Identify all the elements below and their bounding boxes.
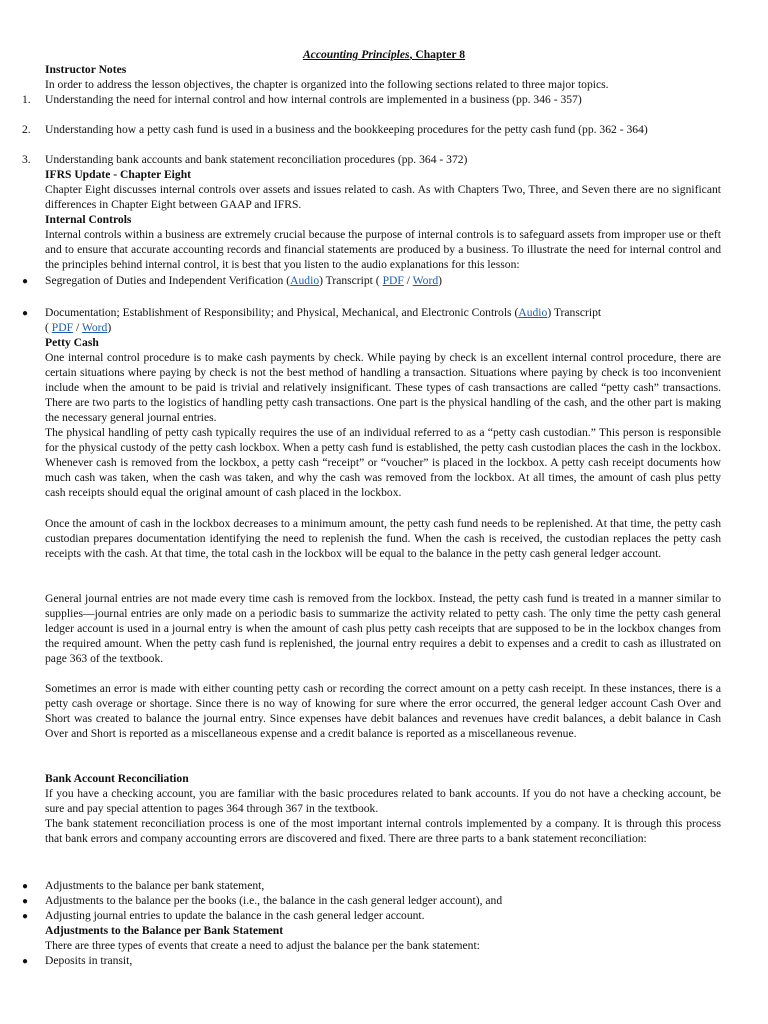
petty-cash-paragraph: Sometimes an error is made with either counting petty cash or recording the correct amount on a petty cash receipt. In these instances, there is a petty cash overage or shortage. Since there is no way of knowing for sure where the error occurred, the general ledger account Cash Over and Short was created to balance the journal entry. Since expenses have debit balances and revenues have credit balances, a debit balance in Cash Over and Short is reported as a miscellaneous expense and a credit balance is reported as a miscellaneous revenue. xyxy=(45,682,721,740)
chapter-label: , Chapter 8 xyxy=(409,48,466,61)
page-title xyxy=(0,47,768,62)
list-item: Adjustments to the balance per bank statement, xyxy=(45,879,265,892)
word-link[interactable]: Word xyxy=(412,274,439,287)
bullet-icon: ● xyxy=(22,881,29,892)
petty-cash-paragraph: The physical handling of petty cash typically requires the use of an individual referred to as a “petty cash custodian.” This person is responsible for the physical custody of the petty cash lockbox. When a petty cash fund is established, the petty cash custodian places the cash in the lockbox. Whenever cash is removed from the lockbox, a petty cash “receipt” or “voucher” is placed in the lockbox. A petty cash receipt documents how much cash was taken, when the cash was taken, and why the cash was removed from the lockbox. At all times, the amount of cash plus petty cash receipts should equal the original amount of cash placed in the lockbox. xyxy=(45,426,721,499)
pdf-link[interactable]: PDF xyxy=(51,321,74,334)
list-item: Deposits in transit, xyxy=(45,954,133,967)
list-item-documentation: Documentation; Establishment of Responsibility; and Physical, Mechanical, and Electronic Controls (Audio) Transcript ( PDF / Word) xyxy=(45,306,602,334)
bullet-icon: ● xyxy=(22,911,29,922)
audio-link[interactable]: Audio xyxy=(518,306,548,319)
petty-cash-heading: Petty Cash xyxy=(45,336,99,349)
pdf-link[interactable]: PDF xyxy=(382,274,404,287)
bullet-icon: ● xyxy=(22,956,29,967)
bullet-icon: ● xyxy=(22,276,29,287)
list-item: Adjusting journal entries to update the balance in the cash general ledger account. xyxy=(45,909,425,922)
bank-reconciliation-paragraph: The bank statement reconciliation process is one of the most important internal controls implemented by a company. It is through this process that bank errors and company accounting errors are discovered and fixed. There are three parts to a bank statement reconciliation: xyxy=(45,817,721,845)
bullet-icon: ● xyxy=(22,896,29,907)
list-item: Adjustments to the balance per the books (i.e., the balance in the cash general ledger account), and xyxy=(45,894,503,907)
instructor-notes-heading: Instructor Notes xyxy=(45,63,127,76)
petty-cash-paragraph: General journal entries are not made every time cash is removed from the lockbox. Instead, the petty cash fund is treated in a manner similar to supplies—journal entries are only made on a periodic basis to summarize the activity related to petty cash. The only time the petty cash general ledger account is used in a journal entry is when the amount of cash plus petty cash receipts that are supposed to be in the lockbox changes from the required amount. When the petty cash fund is replenished, the journal entry requires a debit to expenses and a credit to cash as illustrated on page 363 of the textbook. xyxy=(45,592,721,665)
adjustments-heading: Adjustments to the Balance per Bank Statement xyxy=(45,924,284,937)
petty-cash-paragraph: One internal control procedure is to make cash payments by check. While paying by check is an excellent internal control procedure, there are certain situations where paying by check is not the best method of handling a transaction. Situations where paying by check is too inconvenient include when the amount to be paid is trivial and relatively insignificant. These types of cash transactions are called “petty cash” transactions. There are two parts to the logistics of handling petty cash transactions. One part is the physical handling of the cash, and the other part is making the necessary general journal entries. xyxy=(45,351,721,424)
bank-reconciliation-paragraph: If you have a checking account, you are familiar with the basic procedures related to bank accounts. If you do not have a checking account, be sure and pay special attention to pages 364 through 367 in the textbook. xyxy=(45,787,721,815)
ifrs-body: Chapter Eight discusses internal controls over assets and issues related to cash. As with Chapters Two, Three, and Seven there are no significant differences in Chapter Eight between GAAP and IFRS. xyxy=(45,183,721,211)
audio-link[interactable]: Audio xyxy=(290,274,320,287)
topic-number: 3. xyxy=(22,153,31,166)
word-link[interactable]: Word xyxy=(81,321,108,334)
petty-cash-paragraph: Once the amount of cash in the lockbox decreases to a minimum amount, the petty cash fund needs to be replenished. At that time, the petty cash custodian prepares documentation identifying the need to replenish the fund. When the cash is received, the custodian replaces the petty cash receipts with the cash. At that time, the total cash in the lockbox will be equal to the balance in the petty cash general ledger account. xyxy=(45,517,721,560)
adjustments-intro: There are three types of events that create a need to adjust the balance per the bank statement: xyxy=(45,939,480,952)
topic-number: 1. xyxy=(22,93,31,106)
book-title: Accounting Principles xyxy=(302,48,410,61)
internal-controls-heading: Internal Controls xyxy=(45,213,132,226)
ifrs-heading: IFRS Update - Chapter Eight xyxy=(45,168,192,181)
topic-item: Understanding the need for internal control and how internal controls are implemented in a business (pp. 346 - 357) xyxy=(45,93,582,106)
topic-item: Understanding bank accounts and bank statement reconciliation procedures (pp. 364 - 372) xyxy=(45,153,468,166)
list-item-segregation: Segregation of Duties and Independent Verification (Audio) Transcript ( PDF / Word) xyxy=(45,274,442,287)
topic-number: 2. xyxy=(22,123,31,136)
bank-reconciliation-heading: Bank Account Reconciliation xyxy=(45,772,189,785)
bullet-icon: ● xyxy=(22,308,29,319)
topic-item: Understanding how a petty cash fund is used in a business and the bookkeeping procedures for the petty cash fund (pp. 362 - 364) xyxy=(45,123,648,136)
instructor-notes-intro: In order to address the lesson objectives, the chapter is organized into the following sections related to three major topics. xyxy=(45,78,609,91)
internal-controls-body: Internal controls within a business are extremely crucial because the purpose of internal controls is to safeguard assets from improper use or theft and to ensure that accurate accounting records and financial statements are produced by a business. To illustrate the need for internal control and the principles behind internal control, it is best that you listen to the audio explanations for this lesson: xyxy=(45,228,721,271)
